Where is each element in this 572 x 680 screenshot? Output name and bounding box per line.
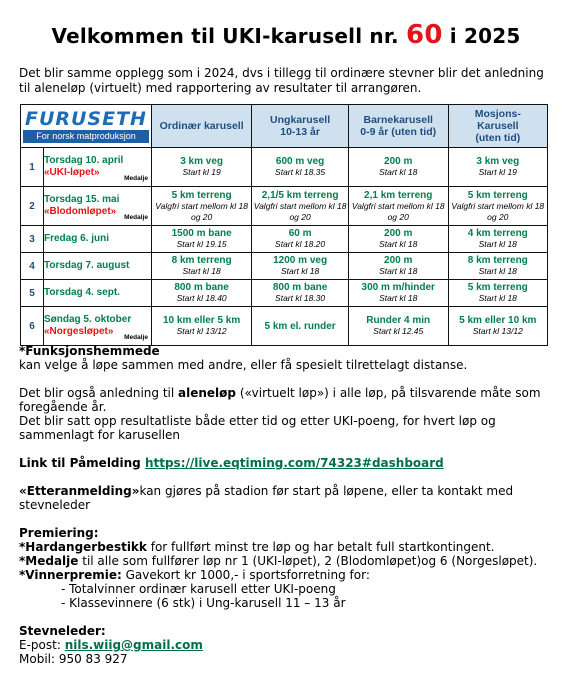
email-link[interactable]: nils.wiig@gmail.com bbox=[64, 638, 203, 652]
mosjon-cell: 8 km terreng Start kl 18 bbox=[448, 253, 547, 280]
table-row bbox=[21, 226, 548, 253]
medal-label: Medalje bbox=[124, 334, 148, 341]
ordinaer-cell: 3 km veg Start kl 19 bbox=[151, 148, 251, 187]
barne-cell: 200 m Start kl 18 bbox=[348, 148, 448, 187]
premiering-heading: Premiering: bbox=[19, 526, 99, 540]
mosjon-cell: 5 km terreng Valgfri start mellom kl 18 og 20 bbox=[448, 187, 547, 226]
ordinaer-cell: 5 km terreng Valgfri start mellom kl 18 og 20 bbox=[151, 187, 251, 226]
table-header-row bbox=[21, 105, 548, 148]
table-row bbox=[21, 253, 548, 280]
table-row bbox=[21, 307, 548, 346]
ordinaer-cell: 1500 m bane Start kl 19.15 bbox=[151, 226, 251, 253]
prize-winner: *Vinnerpremie: Gavekort kr 1000,- i sportsforretning for: bbox=[19, 568, 370, 582]
ung-cell: 1200 m veg Start kl 18 bbox=[252, 253, 349, 280]
event-cell: Torsdag 7. august bbox=[43, 253, 151, 280]
table-row bbox=[21, 148, 548, 187]
mosjon-cell: 5 km terreng Start kl 18 bbox=[448, 280, 547, 307]
row-number: 3 bbox=[21, 226, 44, 253]
row-number: 1 bbox=[21, 148, 44, 187]
logo-tagline: For norsk matproduksjon bbox=[23, 130, 149, 143]
ordinaer-cell: 10 km eller 5 km Start kl 13/12 bbox=[151, 307, 251, 346]
mosjon-cell: 5 km eller 10 km Start kl 13/12 bbox=[448, 307, 547, 346]
logo-wordmark: FURUSETH bbox=[24, 108, 147, 130]
late-signup-paragraph: «Etteranmelding»kan gjøres på stadion før start på løpene, eller ta kontakt med stevneleder bbox=[19, 484, 514, 512]
alone-paragraph: Det blir også anledning til aleneløp («virtuelt løp») i alle løp, på tilsvarende måte som foregående år. bbox=[19, 386, 541, 414]
barne-cell: 200 m Start kl 18 bbox=[348, 226, 448, 253]
header-ung: Ungkarusell 10-13 år bbox=[252, 105, 349, 148]
barne-cell: 200 m Start kl 18 bbox=[348, 253, 448, 280]
ung-cell: 60 m Start kl 18.20 bbox=[252, 226, 349, 253]
row-number: 6 bbox=[21, 307, 44, 346]
event-cell: Torsdag 10. april «UKI-løpet» Medalje bbox=[43, 148, 151, 187]
info-section bbox=[19, 344, 559, 666]
edition-number: 60 bbox=[406, 20, 443, 50]
table-row bbox=[21, 280, 548, 307]
page-title bbox=[0, 20, 572, 50]
signup-link[interactable]: https://live.eqtiming.com/74323#dashboard bbox=[144, 456, 444, 470]
intro-paragraph: Det blir samme opplegg som i 2024, dvs i tillegg til ordinære stevner blir det anledning til aleneløp (virtuelt) med rapportering av resultater til arrangøren. bbox=[19, 66, 544, 95]
ordinaer-cell: 8 km terreng Start kl 18 bbox=[151, 253, 251, 280]
event-cell: Torsdag 15. mai «Blodomløpet» Medalje bbox=[43, 187, 151, 226]
row-number: 5 bbox=[21, 280, 44, 307]
row-number: 4 bbox=[21, 253, 44, 280]
winner-line: - Klassevinnere (6 stk) i Ung-karusell 11 – 13 år bbox=[61, 596, 346, 610]
ung-cell: 800 m bane Start kl 18.30 bbox=[252, 280, 349, 307]
ung-cell: 2,1/5 km terreng Valgfri start mellom kl 18 og 20 bbox=[252, 187, 349, 226]
contact-email: E-post: nils.wiig@gmail.com bbox=[19, 638, 203, 652]
sponsor-logo bbox=[21, 105, 152, 148]
ung-cell: 5 km el. runder bbox=[252, 307, 349, 346]
header-ordinaer: Ordinær karusell bbox=[151, 105, 251, 148]
title-year: i 2025 bbox=[449, 24, 521, 48]
winner-line: - Totalvinner ordinær karusell etter UKI-poeng bbox=[61, 582, 336, 596]
title-text: Velkommen til UKI-karusell nr. bbox=[51, 24, 399, 48]
ordinaer-cell: 800 m bane Start kl 18.40 bbox=[151, 280, 251, 307]
header-barne: Barnekarusell 0-9 år (uten tid) bbox=[348, 105, 448, 148]
event-cell: Fredag 6. juni bbox=[43, 226, 151, 253]
funksjon-heading: *Funksjonshemmede bbox=[19, 344, 160, 358]
contact-heading: Stevneleder: bbox=[19, 624, 106, 638]
mosjon-cell: 4 km terreng Start kl 18 bbox=[448, 226, 547, 253]
medal-label: Medalje bbox=[124, 214, 148, 221]
signup-line: Link til Påmelding https://live.eqtiming.com/74323#dashboard bbox=[19, 456, 444, 470]
prize-hardanger: *Hardangerbestikk for fullført minst tre løp og har betalt full startkontingent. bbox=[19, 540, 495, 554]
barne-cell: Runder 4 min Start kl 12.45 bbox=[348, 307, 448, 346]
event-cell: Torsdag 4. sept. bbox=[43, 280, 151, 307]
row-number: 2 bbox=[21, 187, 44, 226]
mosjon-cell: 3 km veg Start kl 19 bbox=[448, 148, 547, 187]
schedule-table bbox=[20, 104, 548, 346]
table-row bbox=[21, 187, 548, 226]
event-cell: Søndag 5. oktober «Norgesløpet» Medalje bbox=[43, 307, 151, 346]
barne-cell: 2,1 km terreng Valgfri start mellom kl 18 og 20 bbox=[348, 187, 448, 226]
prize-medal: *Medalje til alle som fullfører løp nr 1 (UKI-løpet), 2 (Blodomløpet)og 6 (Norgesløpet). bbox=[19, 554, 538, 568]
funksjon-text: kan velge å løpe sammen med andre, eller få spesielt tilrettelagt distanse. bbox=[19, 358, 468, 372]
results-paragraph: Det blir satt opp resultatliste både etter tid og etter UKI-poeng, for hvert løp og sammenlagt for karusellen bbox=[19, 414, 496, 442]
ung-cell: 600 m veg Start kl 18.35 bbox=[252, 148, 349, 187]
barne-cell: 300 m m/hinder Start kl 18 bbox=[348, 280, 448, 307]
contact-phone: Mobil: 950 83 927 bbox=[19, 652, 128, 666]
header-mosjon: Mosjons- Karusell (uten tid) bbox=[448, 105, 547, 148]
medal-label: Medalje bbox=[124, 175, 148, 182]
